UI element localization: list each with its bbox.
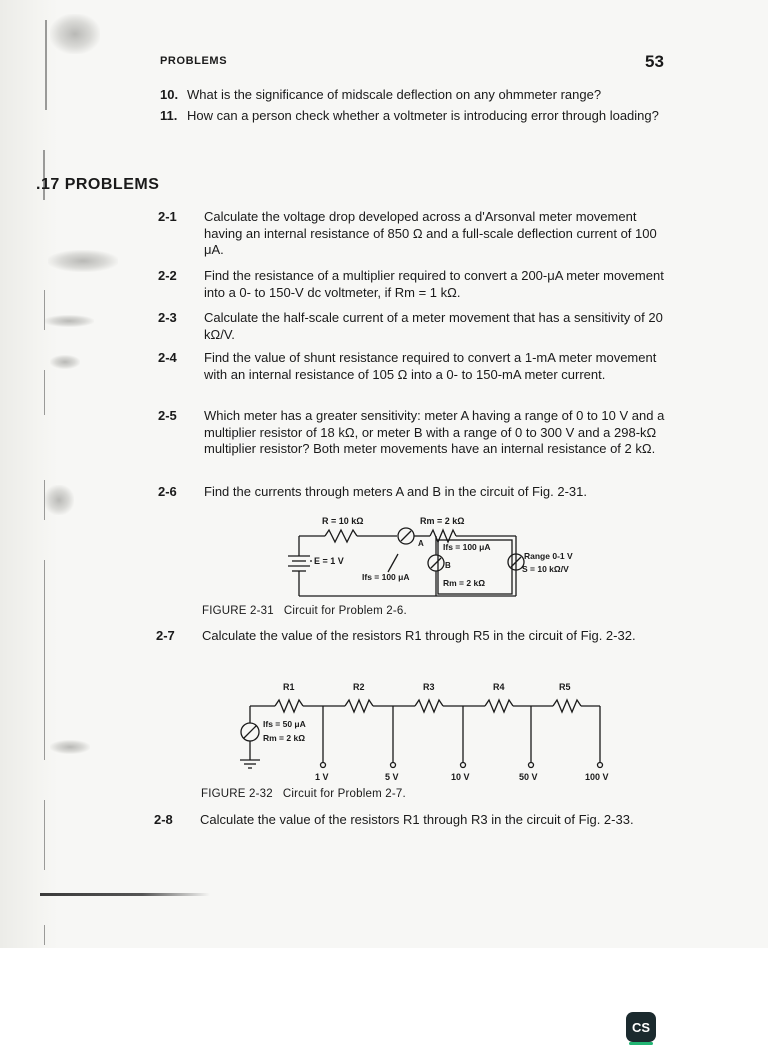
scan-smudge [44, 485, 74, 515]
problem-number: 2-2 [158, 268, 177, 283]
running-head: PROBLEMS [160, 55, 228, 67]
problem-text: Find the resistance of a multiplier required to convert a 200-μA meter movement into a 0- to 150-V dc voltmeter, if Rm = 1 kΩ. [204, 268, 664, 300]
badge-text: CS [631, 1019, 651, 1035]
question-number: 11. [160, 108, 178, 123]
problem-number: 2-7 [156, 628, 175, 643]
fig32-r4-label: R4 [493, 682, 505, 692]
fig31-meter-b-label: B [445, 561, 451, 570]
scan-edge-mark [44, 560, 45, 760]
figure-2-31-circuit [280, 512, 610, 604]
fig32-r1-label: R1 [283, 682, 295, 692]
fig31-rm-top-label: Rm = 2 kΩ [420, 516, 465, 526]
page-bottom-rule [40, 893, 210, 896]
scan-edge-mark [44, 800, 45, 870]
fig32-r5-label: R5 [559, 682, 571, 692]
figure-2-31-caption [202, 605, 407, 617]
fig31-meter-a-label: A [418, 539, 424, 548]
figure-label: FIGURE 2-32 [201, 788, 273, 800]
fig32-ifs-label: Ifs = 50 μA [263, 719, 306, 729]
question-item [160, 87, 670, 105]
scan-smudge [50, 355, 80, 369]
problem-text: Calculate the voltage drop developed across a d'Arsonval meter movement having an internal resistance of 850 Ω and a full-scale deflection current of 100 μA. [204, 209, 657, 257]
problem-text: Calculate the half-scale current of a meter movement that has a sensitivity of 20 kΩ/V. [204, 310, 663, 342]
figure-label: FIGURE 2-31 [202, 605, 274, 617]
fig31-emf-label: E = 1 V [314, 556, 344, 566]
fig31-r-label: R = 10 kΩ [322, 516, 364, 526]
fig32-tap-label: 50 V [519, 772, 538, 782]
figure-2-32-caption [201, 788, 406, 800]
fig31-ifs-bottom-label: Ifs = 100 μA [362, 572, 410, 582]
scan-smudge [44, 315, 94, 327]
page-binding-shadow [0, 0, 58, 948]
figure-caption-text: Circuit for Problem 2-7. [282, 788, 406, 800]
question-text: What is the significance of midscale deflection on any ohmmeter range? [187, 87, 602, 102]
fig32-tap-label: 100 V [585, 772, 609, 782]
question-text: How can a person check whether a voltmeter is introducing error through loading? [187, 108, 659, 123]
fig32-tap-label: 1 V [315, 772, 329, 782]
fig31-sensitivity-label: S = 10 kΩ/V [522, 564, 569, 574]
fig31-ifs-right-label: Ifs = 100 μA [443, 542, 491, 552]
problem-number: 2-8 [154, 812, 173, 827]
fig31-rm-bottom-label: Rm = 2 kΩ [443, 578, 486, 588]
problem-text: Calculate the value of the resistors R1 through R5 in the circuit of Fig. 2-32. [202, 628, 636, 643]
fig32-tap-label: 10 V [451, 772, 470, 782]
problem-number: 2-3 [158, 310, 177, 325]
scan-edge-mark [44, 480, 45, 520]
figure-2-32-circuit [235, 676, 625, 788]
page-number: 53 [645, 52, 664, 71]
camscanner-logo-icon [626, 1012, 656, 1042]
scan-smudge [50, 14, 100, 54]
problem-text: Calculate the value of the resistors R1 through R3 in the circuit of Fig. 2-33. [200, 812, 634, 827]
fig32-r2-label: R2 [353, 682, 365, 692]
fig32-rm-label: Rm = 2 kΩ [263, 733, 306, 743]
problem-number: 2-6 [158, 484, 177, 499]
problem-number: 2-5 [158, 408, 177, 423]
scan-smudge [50, 740, 90, 754]
section-title: .17 PROBLEMS [36, 176, 160, 193]
problem-text: Find the currents through meters A and B in the circuit of Fig. 2-31. [204, 484, 587, 499]
problem-number: 2-1 [158, 209, 177, 224]
scan-edge-mark [45, 20, 47, 110]
scan-edge-mark [44, 290, 45, 330]
fig32-r3-label: R3 [423, 682, 435, 692]
scan-edge-mark [44, 925, 45, 945]
problem-text: Find the value of shunt resistance required to convert a 1-mA meter movement with an internal resistance of 105 Ω into a 0- to 150-mA meter current. [204, 350, 657, 382]
fig31-range-label: Range 0-1 V [524, 551, 573, 561]
problem-number: 2-4 [158, 350, 177, 365]
fig32-tap-label: 5 V [385, 772, 399, 782]
question-item [160, 108, 670, 142]
scan-edge-mark [44, 370, 45, 415]
figure-caption-text: Circuit for Problem 2-6. [283, 605, 407, 617]
problem-text: Which meter has a greater sensitivity: meter A having a range of 0 to 10 V and a multiplier resistor of 18 kΩ, or meter B with a range of 0 to 300 V and a 298-kΩ multiplier resistor? Both meter movements have an internal resistance of 2 kΩ. [204, 408, 665, 456]
question-number: 10. [160, 87, 179, 102]
scan-smudge [48, 250, 118, 272]
